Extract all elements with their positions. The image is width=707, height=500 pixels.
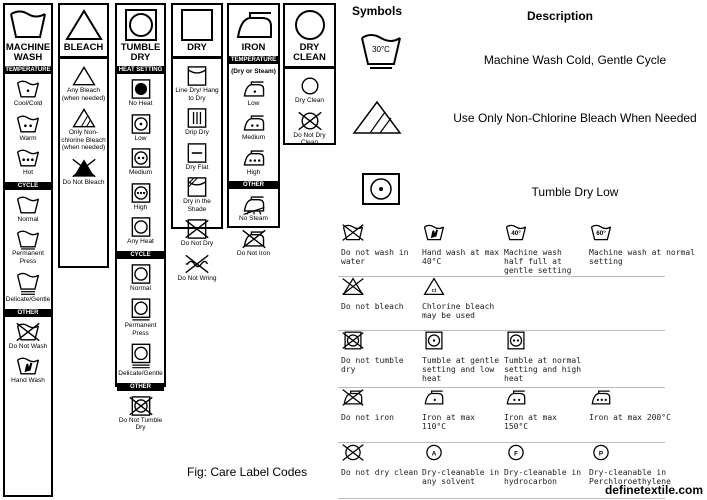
tub-two-dots-icon [15,113,41,135]
iron-crossed-icon [341,388,365,407]
care-item-label: Do Not Bleach [62,178,105,186]
care-item [229,193,278,223]
care-item-label: Line Dry/ Hang to Dry [175,87,219,102]
circle-a-icon [422,443,446,462]
grid-cell [504,223,582,275]
triangle-cl-icon [422,277,446,296]
grid-cell [341,223,419,266]
grid-cell-label: Dry-cleanable in hydrocarbon [504,468,582,486]
column-header: BLEACH [63,42,104,53]
care-item-label: Do Not Dry Clean [293,131,326,146]
care-item [60,107,107,152]
grid-cell [341,388,419,422]
care-item [5,147,51,177]
triangle-icon [71,65,97,87]
description-2: Use Only Non-Chlorine Bleach When Needed [453,111,697,125]
care-item [173,65,221,102]
grid-cell [504,331,582,383]
iron-one-dot-icon [422,388,446,407]
care-item-label: Any Heat [127,238,154,245]
care-item-label: Medium [128,169,153,176]
care-item-label: Low [247,99,260,107]
care-item-label: Do Not Dry [180,240,214,247]
care-item [229,228,278,258]
triangle-crossed-icon [341,277,365,296]
square-circle-one-dot-icon [422,331,446,350]
care-item-label: Delicate/Gentle [118,370,163,377]
section-bar: HEAT SETTING [118,67,163,73]
column-tumble_dry [115,3,166,431]
figure-caption: Fig: Care Label Codes [187,465,308,479]
care-item [229,78,278,108]
site-watermark: definetextile.com [604,483,703,497]
care-item-label: Dry in the Shade [183,198,211,213]
tub-hand-icon [15,355,41,377]
description-header: Description [527,9,594,23]
care-item [173,253,221,283]
square-circle-one-dot-icon [128,113,154,135]
grid-cell [422,443,500,486]
column-header: DRY [187,42,207,53]
care-item-label: Hot [22,169,34,176]
square-circle-three-dots-icon [128,182,154,204]
iron-crossed-icon [241,228,267,250]
care-item [117,147,164,177]
tub-temp-text: 30°C [372,45,390,54]
triangle-striped-icon [71,107,97,129]
grid-cell [422,223,500,266]
care-item [173,107,221,137]
care-item [173,142,221,172]
care-item [5,321,51,351]
grid-cell-label: Do not iron [341,413,394,422]
tub-hand-icon [422,223,446,242]
svg-text:F: F [514,450,518,458]
care-item-label: Do Not Tumble Dry [118,416,163,431]
grid-cell [422,331,500,383]
care-item-label: Do Not Wring [177,274,217,282]
square-circle-crossed-icon [128,395,154,417]
grid-cell [589,388,701,422]
square-circle-filled-icon [128,78,154,100]
care-item [229,147,278,177]
care-item-label: Do Not Wash [8,342,48,350]
description-1: Machine Wash Cold, Gentle Cycle [483,53,667,67]
grid-cell-label: Tumble at gentle setting and low heat [422,356,500,383]
care-item-label: Permanent Press [12,250,44,265]
care-item-label: Delicate/Gentle [5,296,51,303]
care-item-label: No Steam [239,215,268,222]
section-bar: TEMPERATURE [230,57,277,63]
care-item [173,176,221,213]
care-item [173,218,221,248]
square-circle-two-bars-icon [128,342,154,370]
care-item [117,113,164,143]
care-item [5,228,51,265]
care-item [229,112,278,142]
iron-two-dots-icon [504,388,528,407]
column-bleach [58,3,109,268]
grid-cell [422,277,500,320]
circle-icon [297,75,323,97]
column-dry [171,3,223,282]
svg-text:40°: 40° [511,229,521,237]
column-iron [227,3,280,257]
care-item [117,342,164,378]
care-item-label: No Heat [128,100,153,107]
care-item-label: Normal [130,284,151,292]
column-machine_wash-header-icon [8,9,48,41]
symbols-header: Symbols [352,4,403,18]
square-circle-icon [128,263,154,285]
care-item [5,355,51,385]
column-header: DRY CLEAN [293,42,326,63]
grid-cell-label: Iron at max 200°C [589,413,671,422]
square-circle-one-dot-icon [362,173,400,205]
description-3: Tumble Dry Low [531,185,619,199]
column-tumble_dry-header-icon [121,9,161,41]
column-bleach-header-icon [64,9,104,41]
tub-30c-icon [360,32,402,72]
care-item-label: High [246,168,261,176]
tub-60-icon [589,223,613,242]
column-header: IRON [241,42,266,53]
tub-one-dot-icon [15,78,41,100]
care-item-label: Do Not Iron [236,249,271,257]
section-bar: CYCLE [117,251,164,259]
care-item [60,157,107,187]
care-item-label: Cool/Cold [13,100,43,107]
grid-cell [422,388,500,431]
grid-cell-label: Tumble at normal setting and high heat [504,356,582,383]
care-item [60,65,107,102]
grid-cell-label: Do not bleach [341,302,404,311]
grid-cell-label: Dry-cleanable in any solvent [422,468,500,486]
square-flat-line-icon [184,142,210,164]
square-crossed-icon [184,218,210,240]
care-item [117,78,164,108]
column-header: MACHINE WASH [5,42,51,63]
grid-cell-label: Do not tumble dry [341,356,404,374]
iron-two-dots-icon [241,112,267,134]
square-circle-two-dots-icon [504,331,528,350]
svg-text:Cl: Cl [431,289,437,295]
section-bar: CYCLE [5,182,51,190]
column-dry_clean [283,3,336,145]
column-dry-header-icon [177,9,217,41]
care-item-label: Permanent Press [124,322,157,337]
grid-cell-label: Hand wash at max 40°C [422,248,500,266]
care-item [117,182,164,212]
tub-crossed-icon [15,321,41,343]
grid-cell-label: Machine wash half full at gentle setting [504,248,572,275]
tub-icon [15,194,41,216]
grid-cell-label: Iron at max 110°C [422,413,475,431]
care-item [117,297,164,337]
care-item-label: Any Bleach (when needed) [61,87,106,102]
tub-two-bars-icon [15,270,41,296]
square-circle-crossed-icon [341,331,365,350]
tub-40-icon [504,223,528,242]
triangle-striped-icon [352,100,402,136]
wring-crossed-icon [184,253,210,275]
care-item [117,263,164,293]
square-three-lines-icon [184,107,210,129]
care-item-label: Dry Flat [185,163,209,171]
square-shade-icon [184,176,210,198]
grid-cell [589,443,701,486]
care-item-label: Drip Dry [185,129,209,136]
square-circle-two-dots-icon [128,147,154,169]
iron-three-dots-icon [589,388,613,407]
grid-cell-label: Machine wash at normal setting [589,248,695,266]
care-item [285,75,334,105]
care-item-label: Medium [241,134,266,141]
care-item [285,110,334,147]
grid-cell [504,443,582,486]
care-item-label: High [133,203,148,211]
grid-cell-label: Iron at max 150°C [504,413,557,431]
iron-one-dot-icon [241,78,267,100]
svg-text:P: P [598,450,604,458]
grid-cell [589,223,701,266]
care-item [117,395,164,432]
grid-cell [341,277,419,311]
column-dry_clean-header-icon [290,9,330,41]
care-item [5,113,51,143]
grid-cell-label: Dry-cleanable in Perchloroethylene [589,468,671,486]
square-arc-icon [184,65,210,87]
care-item [5,194,51,224]
care-item-label: Only Non-chlorine Bleach (when needed) [61,129,106,151]
care-item-label: Normal [17,215,39,223]
section-bar: OTHER [229,181,278,189]
square-circle-one-bar-icon [128,297,154,322]
column-machine_wash [3,3,53,497]
grid-cell [341,443,419,477]
triangle-filled-crossed-icon [71,157,97,179]
svg-text:60°: 60° [596,229,606,237]
grid-cell [341,331,419,374]
svg-text:A: A [431,450,437,458]
care-item-label: Dry Clean [295,97,324,104]
tub-crossed-icon [341,223,365,242]
column-header: TUMBLE DRY [120,42,161,63]
grid-cell [504,388,582,431]
circle-f-icon [504,443,528,462]
section-subtitle: (Dry or Steam) [231,68,276,75]
care-item-label: Low [134,134,147,142]
grid-cell-label: Do not wash in water [341,248,409,266]
care-item [5,78,51,108]
section-bar: OTHER [117,383,164,391]
iron-three-dots-icon [241,147,267,169]
circle-crossed-icon [297,110,323,132]
care-item [117,216,164,246]
care-item-label: Hand Wash [11,377,45,384]
tub-one-bar-icon [15,228,41,250]
section-bar: OTHER [5,309,51,317]
grid-cell-label: Chlorine bleach may be used [422,302,495,320]
iron-no-steam-icon [241,193,267,215]
circle-crossed-icon [341,443,365,462]
section-bar: TEMPERATURE [5,67,51,73]
grid-cell-label: Do not dry clean [341,468,419,477]
column-iron-header-icon [234,9,274,41]
square-circle-icon [128,216,154,238]
care-item [5,270,51,304]
tub-three-dots-icon [15,147,41,169]
care-item-label: Warm [19,134,37,142]
circle-p-icon [589,443,613,462]
